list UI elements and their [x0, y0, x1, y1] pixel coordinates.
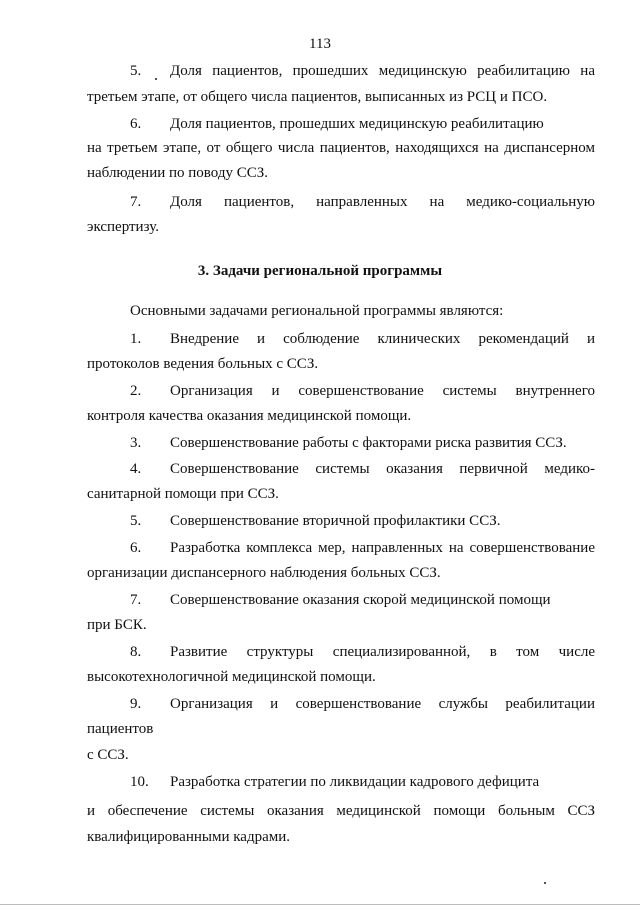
task-number: 10. [130, 774, 149, 790]
task-item-first-line [130, 643, 595, 661]
task-text: Развитие структуры специализированной, в том числе [170, 644, 595, 660]
task-text: Внедрение и соблюдение клинических рекомендаций и [170, 331, 595, 347]
task-number: 4. [130, 461, 142, 477]
list-item-continuation: на третьем этапе, от общего числа пациентов, находящихся на диспансерном [87, 140, 595, 156]
task-item-first-line [130, 591, 595, 609]
task-text: Совершенствование работы с факторами риска развития ССЗ. [170, 435, 567, 451]
task-continuation: пациентов [87, 721, 154, 737]
list-item-number: 6. [130, 116, 142, 132]
task-item-first-line [130, 382, 595, 400]
list-item-first-line [130, 62, 595, 80]
list-item-continuation: экспертизу. [87, 219, 159, 235]
list-item-text: Доля пациентов, прошедших медицинскую реабилитацию на [170, 63, 595, 79]
task-text: Разработка стратегии по ликвидации кадрового дефицита [170, 774, 540, 790]
task-continuation: контроля качества оказания медицинской помощи. [87, 408, 412, 424]
task-number: 3. [130, 435, 142, 451]
task-continuation: протоколов ведения больных с ССЗ. [87, 356, 319, 372]
list-item-first-line [130, 193, 595, 211]
task-text: Совершенствование вторичной профилактики ССЗ. [170, 513, 501, 529]
task-item-first-line [130, 773, 595, 791]
task-number: 1. [130, 331, 142, 347]
list-item-continuation: наблюдении по поводу ССЗ. [87, 165, 269, 181]
list-item-number: 7. [130, 194, 142, 210]
task-continuation: с ССЗ. [87, 747, 129, 763]
task-continuation: квалифицированными кадрами. [87, 829, 290, 845]
list-item-text: Доля пациентов, прошедших медицинскую реабилитацию [170, 116, 544, 132]
task-text: Разработка комплекса мер, направленных на совершенствование [170, 540, 595, 556]
intro-paragraph: Основными задачами региональной программы являются: [130, 303, 504, 319]
task-continuation: организации диспансерного наблюдения больных ССЗ. [87, 565, 441, 581]
task-item-first-line [130, 695, 595, 713]
task-number: 9. [130, 696, 142, 712]
task-continuation: санитарной помощи при ССЗ. [87, 486, 279, 502]
list-item-continuation: третьем этапе, от общего числа пациентов, выписанных из РСЦ и ПСО. [87, 89, 548, 105]
task-number: 7. [130, 592, 142, 608]
list-item-text: Доля пациентов, направленных на медико-социальную [170, 194, 595, 210]
task-continuation: и обеспечение системы оказания медицинской помощи больным ССЗ [87, 803, 595, 819]
task-number: 8. [130, 644, 142, 660]
task-continuation: при БСК. [87, 617, 147, 633]
task-text: Организация и совершенствование системы внутреннего [170, 383, 595, 399]
task-number: 6. [130, 540, 142, 556]
task-item-first-line [130, 460, 595, 478]
scan-speck [155, 78, 157, 80]
task-item-first-line [130, 512, 595, 530]
task-continuation: высокотехнологичной медицинской помощи. [87, 669, 376, 685]
task-item-first-line [130, 539, 595, 557]
page-number: 113 [309, 36, 331, 52]
task-item-first-line [130, 330, 595, 348]
section-heading: 3. Задачи региональной программы [197, 263, 443, 279]
task-number: 5. [130, 513, 142, 529]
list-item-first-line [130, 115, 595, 133]
list-item-number: 5. [130, 63, 142, 79]
task-text: Совершенствование системы оказания первичной медико- [170, 461, 595, 477]
task-number: 2. [130, 383, 142, 399]
task-text: Совершенствование оказания скорой медицинской помощи [170, 592, 551, 608]
task-item-first-line [130, 434, 595, 452]
scan-edge-line [0, 904, 640, 905]
task-text: Организация и совершенствование службы реабилитации [170, 696, 595, 712]
scan-speck [544, 882, 546, 884]
